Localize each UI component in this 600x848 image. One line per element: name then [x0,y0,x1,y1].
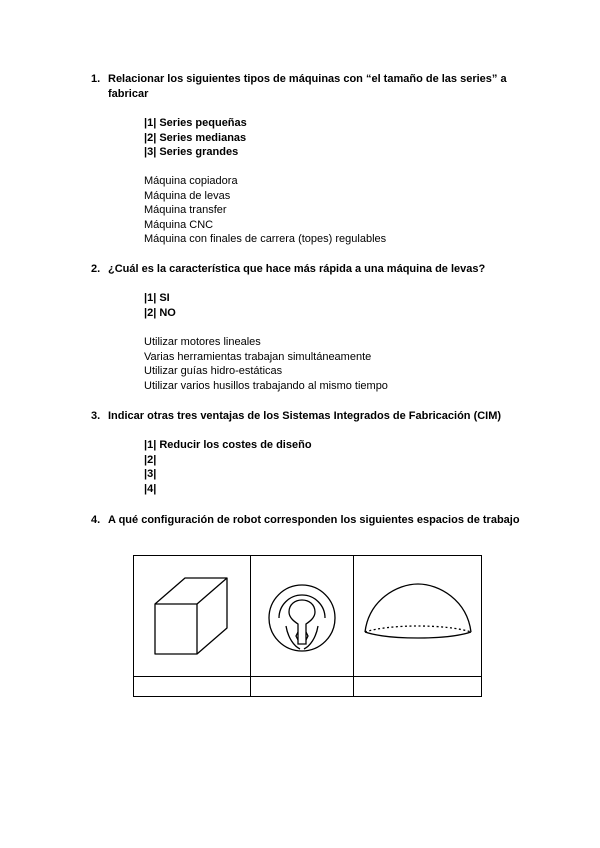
category-item: |2| Series medianas [144,131,247,144]
category-item: |1| Series pequeñas [144,117,247,129]
category-item: |1| SI [144,292,170,304]
figure-cell [134,556,251,677]
answer-line: |1| Reducir los costes de diseño [144,439,312,451]
spherical-workspace-icon [262,566,342,666]
cube-workspace-icon [147,566,237,666]
question-1-categories [144,116,247,160]
list-item: Máquina CNC [144,218,214,231]
figure-cell [251,556,354,677]
list-item: Máquina transfer [144,204,227,217]
answer-cell[interactable] [251,677,354,697]
list-item: Máquina copiadora [144,175,238,187]
question-text: Relacionar los siguientes tipos de máquinas con “el tamaño de las series” a fabricar [108,73,507,100]
question-text: A qué configuración de robot corresponden los siguientes espacios de trabajo [108,514,520,526]
answer-line: |2| [144,453,157,466]
list-item: Utilizar varios husillos trabajando al mismo tiempo [144,379,388,392]
question-2-items [144,335,388,393]
answer-row [134,677,482,697]
figure-cell [354,556,482,677]
question-number: 1. [91,73,101,85]
dome-workspace-icon [359,566,477,666]
list-item: Máquina de levas [144,189,231,202]
question-number: 3. [91,410,101,422]
question-2-categories [144,291,176,320]
list-item: Varias herramientas trabajan simultáneamente [144,350,372,363]
answer-line: |4| [144,482,157,495]
question-1-items [144,174,386,247]
figure-row [134,556,482,677]
answer-line: |3| [144,468,157,481]
category-item: |3| Series grandes [144,146,239,159]
category-item: |2| NO [144,306,176,319]
question-number: 2. [91,263,101,275]
list-item: Utilizar motores lineales [144,336,261,348]
question-3-answers [144,438,312,496]
question-text: Indicar otras tres ventajas de los Sistemas Integrados de Fabricación (CIM) [108,410,502,422]
answer-cell[interactable] [354,677,482,697]
question-text: ¿Cuál es la característica que hace más rápida a una máquina de levas? [108,263,486,275]
list-item: Máquina con finales de carrera (topes) regulables [144,233,387,246]
question-number: 4. [91,514,101,526]
workspace-table [133,555,482,697]
list-item: Utilizar guías hidro-estáticas [144,365,283,378]
answer-cell[interactable] [134,677,251,697]
